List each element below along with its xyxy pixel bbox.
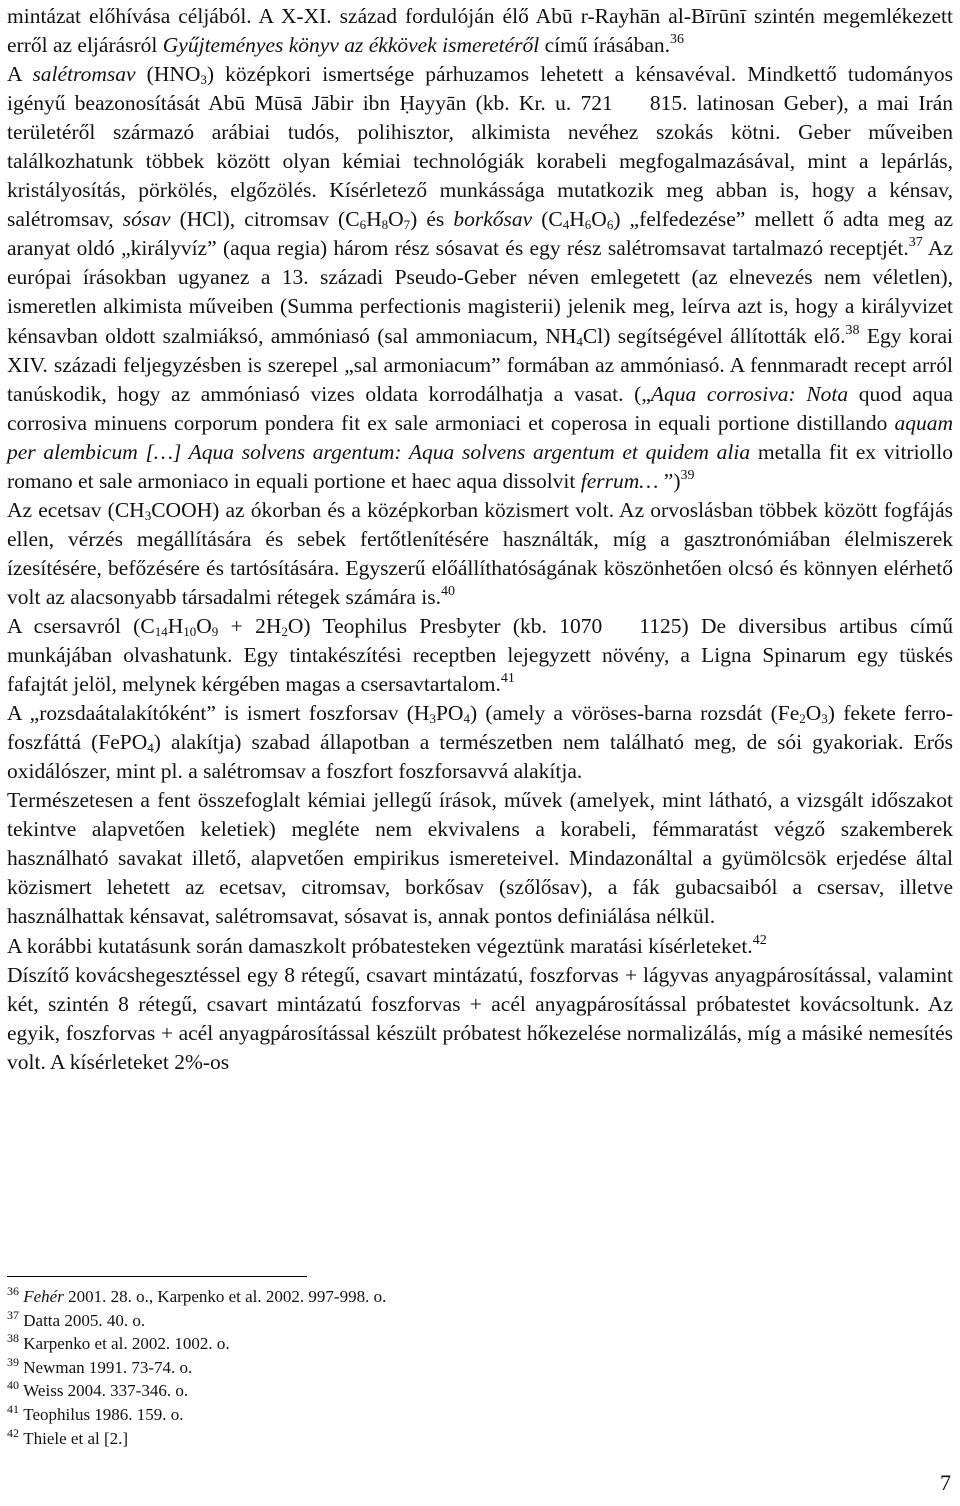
footnote: $^{37}$ Datta 2005. 40. o. bbox=[7, 1307, 146, 1330]
footnote: $^{36}$ Fehér 2001. 28. o., Karpenko et al. 2002. 997-998. o. bbox=[7, 1284, 387, 1306]
paragraph: Díszítő kovácshegesztéssel egy 8 rétegű, csavart mintázatú, foszforvas + lágyvas anyagpárosítással, valamint két, szintén 8 rétegű, csavart mintázatú foszforvas + acél anyagpárosítással próbatestet kovácsoltunk. Az egyik, foszforvas + acél anyagpárosítással készült próbatest hőkezelése normalizálás, míg a másiké nemesítés volt. A kísérleteket 2%-os bbox=[7, 962, 953, 1074]
footnote-divider bbox=[7, 1276, 307, 1277]
footnote: $^{38}$ Karpenko et al. 2002. 1002. o. bbox=[7, 1331, 230, 1354]
footnote-ref: 36 bbox=[670, 32, 684, 48]
paragraph: mintázat előhívása céljából. A X-XI. század fordulóján élő Abū r-Rayhān al-Bīrūnī szintén megemlékezett erről az eljárásról Gyűjteményes könyv az ékkövek ismeretéről című írásában.$^{36}$ bbox=[7, 4, 953, 58]
body-text bbox=[7, 2, 953, 1077]
paragraph: A „rozsdaátalakítóként” is ismert foszforsav $(H_3PO_4)$ (amely a vöröses-barna rozsdát $(Fe_2O_3)$ fekete ferro-foszfáttá (FePO$_4$) alakítja) szabad állapotban a természetben nem található meg, de sói gyakoriak. Erős oxidálószer, mint pl. a salétromsav a foszfort foszforsavvá alakítja. bbox=[7, 701, 953, 784]
paragraph: Az ecetsav $(CH_3COOH)$ az ókorban és a középkorban közismert volt. Az orvoslásban többek között fogfájás ellen, vérzés megállítására és sebek fertőtlenítésére használták, míg a gasztronómiában élelmiszerek ízesítésére, befőzésére és tartósítására. Egyszerű előállíthatóságának köszönhetően olcsó és könnyen elérhető volt az alacsonyabb társadalmi rétegek számára is.$^{40}$ bbox=[7, 497, 953, 609]
footnotes bbox=[7, 1285, 707, 1450]
page-number: 7 bbox=[940, 1470, 951, 1495]
footnote-ref: 40 bbox=[441, 583, 455, 599]
footnote-ref: 37 bbox=[908, 235, 923, 251]
paragraph: A korábbi kutatásunk során damaszkolt próbatesteken végeztünk maratási kísérleteket.$^{42}$ bbox=[7, 932, 767, 958]
footnote-ref: 41 bbox=[500, 671, 515, 687]
footnote-ref: 39 bbox=[680, 467, 695, 483]
dash bbox=[622, 91, 650, 115]
paragraph: A csersavról $(C_{14}H_{10}O_9 + 2H_2O)$ Teophilus Presbyter (kb. 1070 1125) De diversibus artibus című munkájában olvashatunk. Egy tintakészítési receptben lejegyzett növény, a Ligna Spinarum egy tüskés fafajtát jelöl, melynek kérgében magas a csersavtartalom.$^{41}$ bbox=[7, 613, 953, 697]
dash bbox=[615, 614, 640, 638]
footnote: $^{42}$ Thiele et al [2.] bbox=[7, 1425, 129, 1448]
footnote-ref: 38 bbox=[845, 322, 860, 338]
paragraph: Természetesen a fent összefoglalt kémiai jellegű írások, művek (amelyek, mint látható, a vizsgált időszakot tekintve alapvetően keletiek) megléte nem ekvivalens a korabeli, fémmaratást végző szakemberek használható savakat illető, alapvetően empirikus ismereteivel. Mindazonáltal a gyümölcsök erjedése által közismert lehetett az ecetsav, citromsav, borkősav (szőlősav), a fák gubacsaiból a csersav, illetve használhattak kénsavat, salétromsavat, sósavat is, annak pontos definiálása nélkül. bbox=[7, 788, 953, 929]
footnote: $^{40}$ Weiss 2004. 337-346. o. bbox=[7, 1378, 189, 1401]
footnote: $^{39}$ Newman 1991. 73-74. o. bbox=[7, 1354, 193, 1377]
footnote: $^{41}$ Teophilus 1986. 159. o. bbox=[7, 1401, 184, 1424]
paragraph: A salétromsav $(HNO_3)$ középkori ismertsége párhuzamos lehetett a kénsavéval. Mindkettő tudományos igényű beazonosítását Abū Mūsā Jābir ibn Ḥayyān (kb. Kr. u. 721 815. latinosan Geber), a mai Irán területéről származó arábiai tudós, polihisztor, alkimista nevéhez szokás kötni. Geber műveiben találkozhatunk többek között olyan kémiai technológiák korabeli megfogalmazásával, mint a lepárlás, kristályosítás, pörkölés, elgőzölés. Kísérletező munkássága mutatkozik meg abban is, hogy a kénsav, salétromsav, sósav (HCl), citromsav $(C_6H_8O_7)$ és borkősav $(C_4H_6O_6)$ „felfedezése” mellett ő adta meg az aranyat oldó „királyvíz” (aqua regia) három rész sósavat és egy rész salétromsavat tartalmazó receptjét.$^{37}$ Az európai írásokban ugyanez a 13. századi Pseudo-Geber néven emlegetett (az elnevezés nem véletlen), ismeretlen alkimista műveiben (Summa perfectionis magisterii) jelenik meg, leírva azt is, hogy a királyvizet kénsavban oldott szalmiáksó, ammóniasó (sal ammoniacum, $NH_4Cl$) segítségével állították elő.$^{38}$ Egy korai XIV. századi feljegyzésben is szerepel „sal armoniacum” formában az ammóniasó. A fennmaradt recept arról tanúskodik, hogy az ammóniasó vizes oldata korrodálhatja a vasat. („Aqua corrosiva: Nota quod aqua corrosiva minuens corporum pondera fit ex sale armoniaci et coperosa in equali portione distillando aquam per alembicum […] Aqua solvens argentum: Aqua solvens argentum et quidem alia metalla fit ex vitriollo romano et sale armoniaco in equali portione et haec aqua dissolvit ferrum… ”)$^{39}$ bbox=[7, 62, 954, 493]
footnote-ref: 42 bbox=[752, 932, 767, 948]
